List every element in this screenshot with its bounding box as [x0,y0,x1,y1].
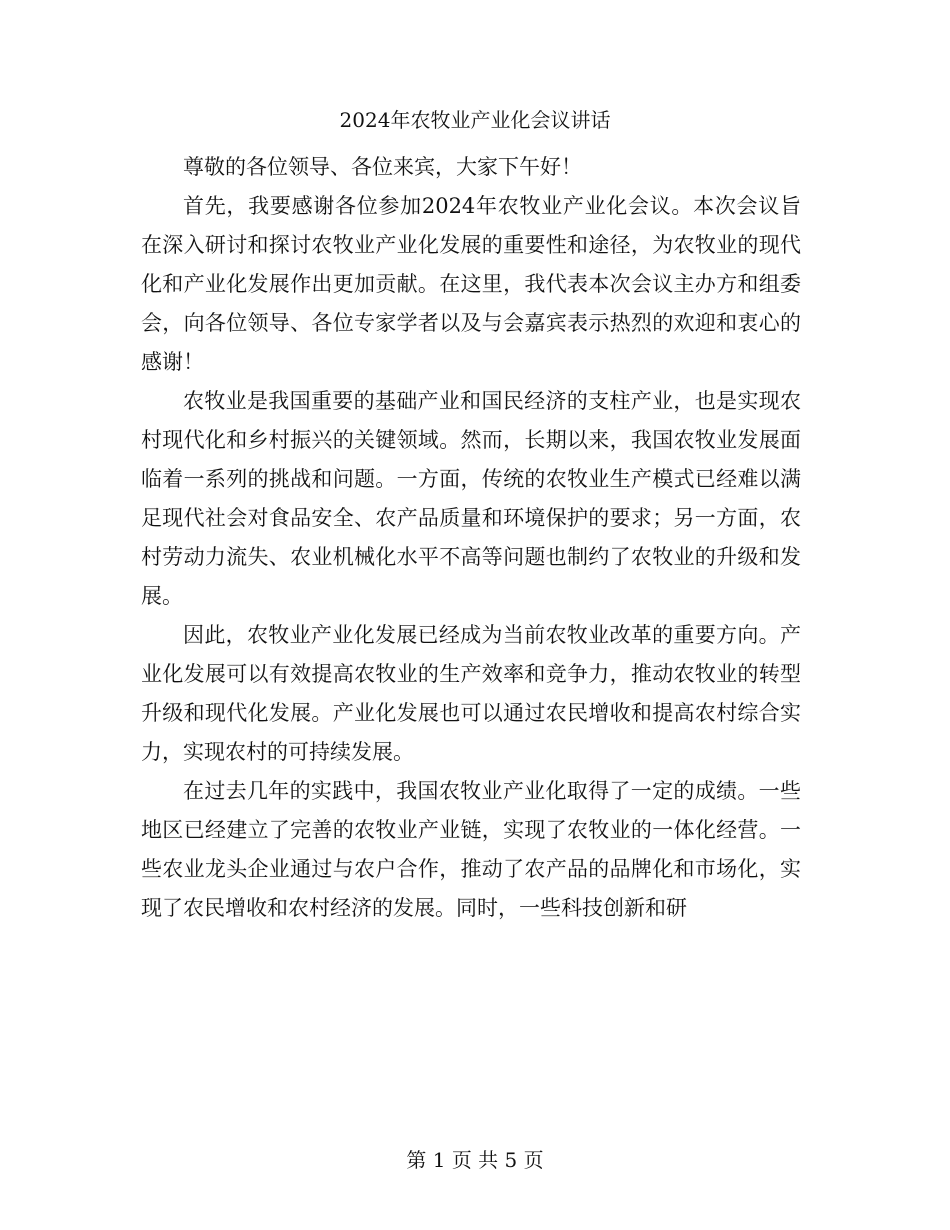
paragraph-background: 农牧业是我国重要的基础产业和国民经济的支柱产业，也是实现农村现代化和乡村振兴的关键领域。然而，长期以来，我国农牧业发展面临着一系列的挑战和问题。一方面，传统的农牧业生产模式已经难以满足现代社会对食品安全、农产品质量和环境保护的要求；另一方面，农村劳动力流失、农业机械化水平不高等问题也制约了农牧业的升级和发展。 [141,389,801,608]
paragraph-opening: 首先，我要感谢各位参加2024年农牧业产业化会议。本次会议旨在深入研讨和探讨农牧业产业化发展的重要性和途径，为农牧业的现代化和产业化发展作出更加贡献。在这里，我代表本次会议主办方和组委会，向各位领导、各位专家学者以及与会嘉宾表示热烈的欢迎和衷心的感谢！ [141,194,801,374]
document-title: 2024年农牧业产业化会议讲话 [339,108,611,132]
page-number-footer: 第 1 页 共 5 页 [406,1148,544,1172]
paragraph-greeting: 尊敬的各位领导、各位来宾，大家下午好！ [183,155,582,179]
paragraph-achievements: 在过去几年的实践中，我国农牧业产业化取得了一定的成绩。一些地区已经建立了完善的农牧业产业链，实现了农牧业的一体化经营。一些农业龙头企业通过与农户合作，推动了农产品的品牌化和市场化，实现了农民增收和农村经济的发展。同时，一些科技创新和研 [141,779,801,920]
paragraph-direction: 因此，农牧业产业化发展已经成为当前农牧业改革的重要方向。产业化发展可以有效提高农牧业的生产效率和竞争力，推动农牧业的转型升级和现代化发展。产业化发展也可以通过农民增收和提高农村综合实力，实现农村的可持续发展。 [141,623,801,764]
document-body [141,148,801,928]
